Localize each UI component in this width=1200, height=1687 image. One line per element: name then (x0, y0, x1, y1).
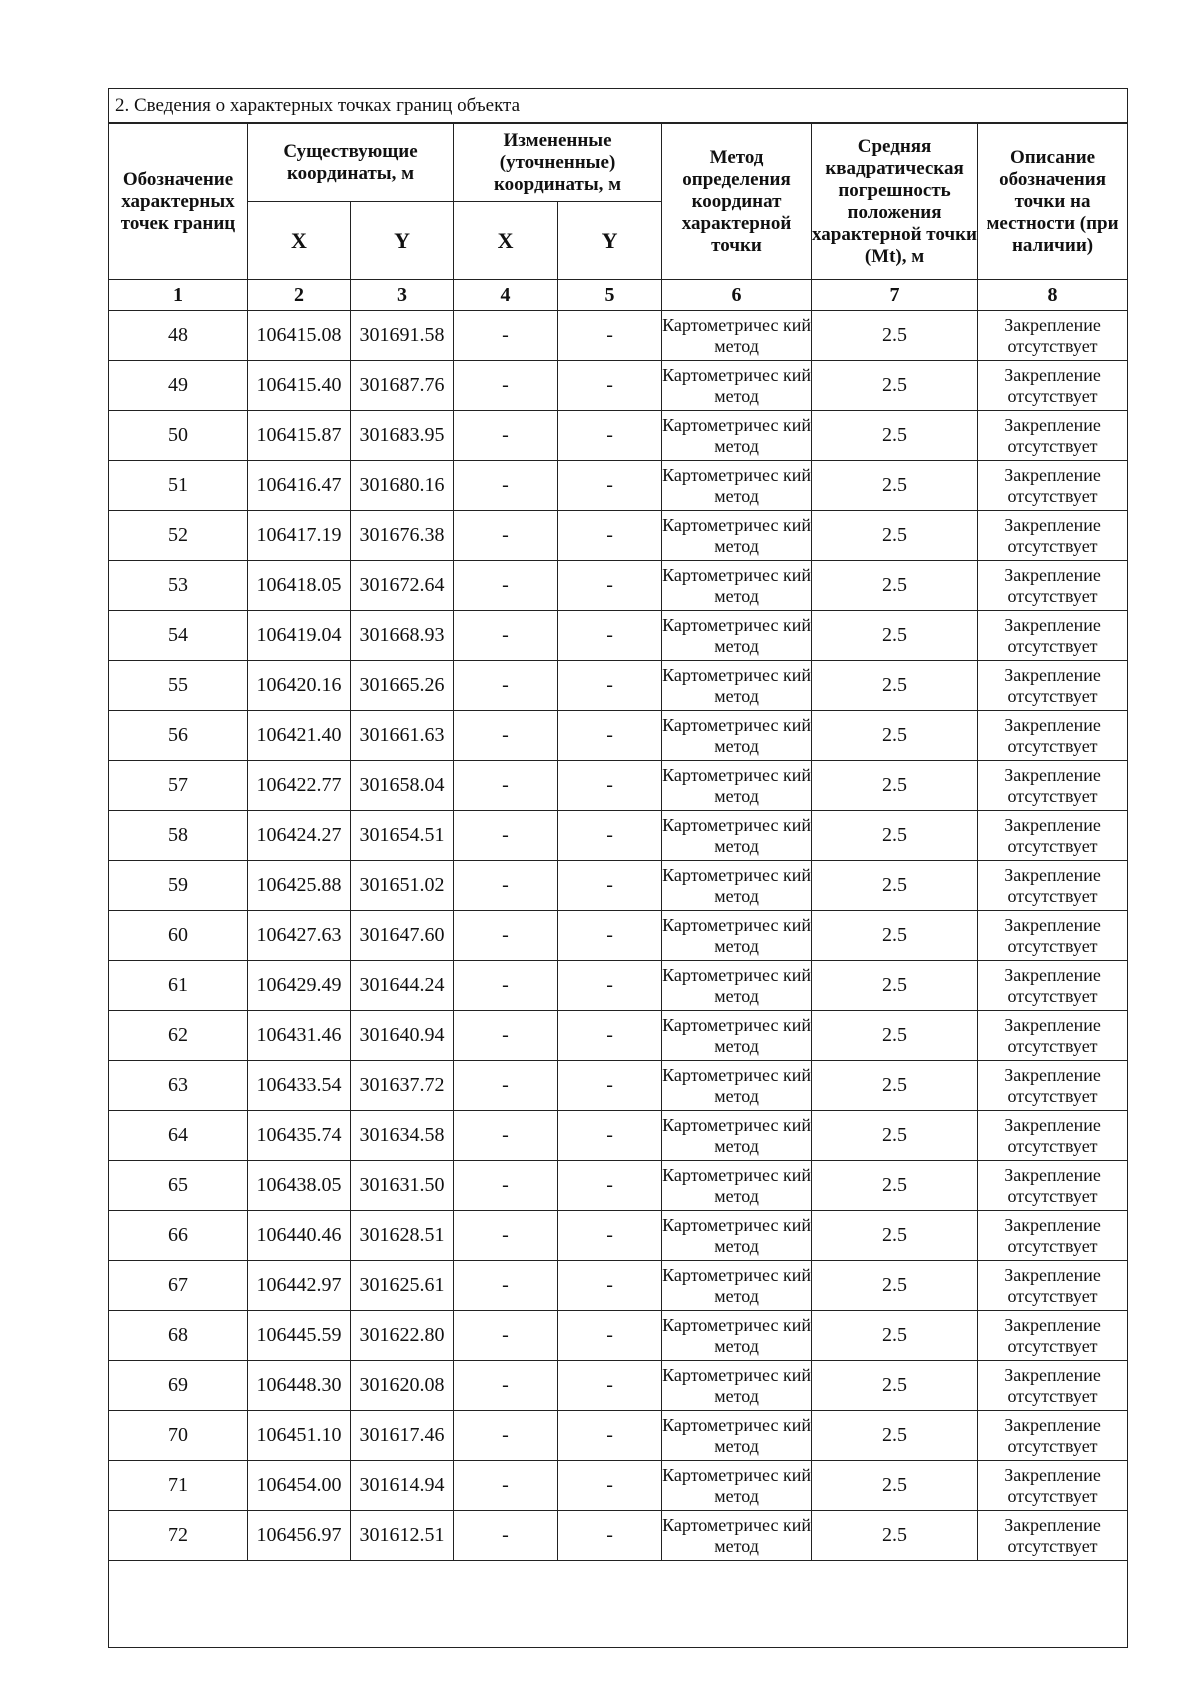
description-cell: Закрепление отсутствует (978, 561, 1128, 611)
changed-y-cell: - (558, 1211, 662, 1261)
description-cell: Закрепление отсутствует (978, 511, 1128, 561)
changed-x-cell: - (454, 1111, 558, 1161)
existing-y-cell: 301628.51 (351, 1211, 454, 1261)
table-row (109, 361, 1128, 411)
table-row (109, 1111, 1128, 1161)
error-cell: 2.5 (812, 1511, 978, 1561)
changed-y-cell: - (558, 711, 662, 761)
error-cell: 2.5 (812, 1061, 978, 1111)
method-cell: Картометричес кий метод (662, 511, 812, 561)
method-cell: Картометричес кий метод (662, 661, 812, 711)
point-id-cell: 52 (109, 511, 248, 561)
existing-y-cell: 301654.51 (351, 811, 454, 861)
point-id-cell: 49 (109, 361, 248, 411)
existing-y-cell: 301691.58 (351, 311, 454, 361)
boundary-points-table (108, 123, 1128, 1561)
description-cell: Закрепление отсутствует (978, 1361, 1128, 1411)
changed-y-cell: - (558, 1311, 662, 1361)
table-row (109, 1261, 1128, 1311)
description-cell: Закрепление отсутствует (978, 1411, 1128, 1461)
changed-y-cell: - (558, 311, 662, 361)
changed-y-cell: - (558, 1511, 662, 1561)
method-cell: Картометричес кий метод (662, 611, 812, 661)
point-id-cell: 67 (109, 1261, 248, 1311)
header-method: Метод определения координат характерной точки (662, 124, 812, 280)
description-cell: Закрепление отсутствует (978, 1011, 1128, 1061)
point-id-cell: 55 (109, 661, 248, 711)
error-cell: 2.5 (812, 661, 978, 711)
existing-x-cell: 106415.08 (248, 311, 351, 361)
method-cell: Картометричес кий метод (662, 1461, 812, 1511)
changed-x-cell: - (454, 1011, 558, 1061)
point-id-cell: 69 (109, 1361, 248, 1411)
existing-x-cell: 106417.19 (248, 511, 351, 561)
changed-x-cell: - (454, 711, 558, 761)
description-cell: Закрепление отсутствует (978, 1161, 1128, 1211)
point-id-cell: 54 (109, 611, 248, 661)
existing-y-cell: 301634.58 (351, 1111, 454, 1161)
column-number: 3 (351, 280, 454, 311)
header-existing-y: Y (351, 202, 454, 280)
point-id-cell: 61 (109, 961, 248, 1011)
description-cell: Закрепление отсутствует (978, 1511, 1128, 1561)
changed-y-cell: - (558, 961, 662, 1011)
changed-y-cell: - (558, 461, 662, 511)
table-row (109, 761, 1128, 811)
existing-x-cell: 106456.97 (248, 1511, 351, 1561)
changed-x-cell: - (454, 561, 558, 611)
error-cell: 2.5 (812, 761, 978, 811)
existing-y-cell: 301640.94 (351, 1011, 454, 1061)
method-cell: Картометричес кий метод (662, 311, 812, 361)
header-existing-coords: Существующие координаты, м (248, 124, 454, 202)
point-id-cell: 50 (109, 411, 248, 461)
table-row (109, 311, 1128, 361)
column-number: 1 (109, 280, 248, 311)
changed-x-cell: - (454, 1411, 558, 1461)
existing-x-cell: 106433.54 (248, 1061, 351, 1111)
error-cell: 2.5 (812, 1211, 978, 1261)
method-cell: Картометричес кий метод (662, 461, 812, 511)
changed-x-cell: - (454, 1261, 558, 1311)
point-id-cell: 56 (109, 711, 248, 761)
changed-x-cell: - (454, 1361, 558, 1411)
existing-x-cell: 106448.30 (248, 1361, 351, 1411)
existing-y-cell: 301617.46 (351, 1411, 454, 1461)
existing-x-cell: 106451.10 (248, 1411, 351, 1461)
section-title: 2. Сведения о характерных точках границ объекта (109, 89, 1127, 123)
description-cell: Закрепление отсутствует (978, 911, 1128, 961)
method-cell: Картометричес кий метод (662, 561, 812, 611)
changed-x-cell: - (454, 411, 558, 461)
table-row (109, 1061, 1128, 1111)
point-id-cell: 62 (109, 1011, 248, 1061)
point-id-cell: 65 (109, 1161, 248, 1211)
error-cell: 2.5 (812, 1461, 978, 1511)
error-cell: 2.5 (812, 811, 978, 861)
point-id-cell: 70 (109, 1411, 248, 1461)
header-error: Средняя квадратическая погрешность положения характерной точки (Mt), м (812, 124, 978, 280)
point-id-cell: 72 (109, 1511, 248, 1561)
changed-x-cell: - (454, 1511, 558, 1561)
changed-y-cell: - (558, 1061, 662, 1111)
changed-x-cell: - (454, 1161, 558, 1211)
existing-x-cell: 106429.49 (248, 961, 351, 1011)
existing-y-cell: 301661.63 (351, 711, 454, 761)
error-cell: 2.5 (812, 961, 978, 1011)
description-cell: Закрепление отсутствует (978, 1311, 1128, 1361)
error-cell: 2.5 (812, 861, 978, 911)
changed-y-cell: - (558, 1111, 662, 1161)
changed-x-cell: - (454, 311, 558, 361)
description-cell: Закрепление отсутствует (978, 961, 1128, 1011)
document-page (108, 88, 1128, 1648)
description-cell: Закрепление отсутствует (978, 1111, 1128, 1161)
existing-x-cell: 106454.00 (248, 1461, 351, 1511)
description-cell: Закрепление отсутствует (978, 661, 1128, 711)
existing-y-cell: 301622.80 (351, 1311, 454, 1361)
method-cell: Картометричес кий метод (662, 1361, 812, 1411)
header-changed-y: Y (558, 202, 662, 280)
description-cell: Закрепление отсутствует (978, 611, 1128, 661)
point-id-cell: 63 (109, 1061, 248, 1111)
table-row (109, 561, 1128, 611)
existing-x-cell: 106435.74 (248, 1111, 351, 1161)
changed-x-cell: - (454, 861, 558, 911)
method-cell: Картометричес кий метод (662, 811, 812, 861)
error-cell: 2.5 (812, 1411, 978, 1461)
changed-y-cell: - (558, 611, 662, 661)
existing-y-cell: 301647.60 (351, 911, 454, 961)
table-row (109, 811, 1128, 861)
table-row (109, 961, 1128, 1011)
table-row (109, 511, 1128, 561)
changed-y-cell: - (558, 1161, 662, 1211)
changed-x-cell: - (454, 761, 558, 811)
existing-y-cell: 301651.02 (351, 861, 454, 911)
error-cell: 2.5 (812, 1361, 978, 1411)
existing-x-cell: 106427.63 (248, 911, 351, 961)
existing-y-cell: 301614.94 (351, 1461, 454, 1511)
changed-y-cell: - (558, 1261, 662, 1311)
column-number: 7 (812, 280, 978, 311)
error-cell: 2.5 (812, 411, 978, 461)
existing-x-cell: 106442.97 (248, 1261, 351, 1311)
error-cell: 2.5 (812, 711, 978, 761)
table-row (109, 1361, 1128, 1411)
point-id-cell: 51 (109, 461, 248, 511)
existing-y-cell: 301631.50 (351, 1161, 454, 1211)
table-body (109, 311, 1128, 1561)
changed-x-cell: - (454, 961, 558, 1011)
existing-x-cell: 106418.05 (248, 561, 351, 611)
method-cell: Картометричес кий метод (662, 1061, 812, 1111)
method-cell: Картометричес кий метод (662, 911, 812, 961)
changed-x-cell: - (454, 1211, 558, 1261)
existing-y-cell: 301676.38 (351, 511, 454, 561)
existing-x-cell: 106445.59 (248, 1311, 351, 1361)
changed-y-cell: - (558, 511, 662, 561)
existing-y-cell: 301620.08 (351, 1361, 454, 1411)
changed-y-cell: - (558, 761, 662, 811)
description-cell: Закрепление отсутствует (978, 311, 1128, 361)
existing-y-cell: 301637.72 (351, 1061, 454, 1111)
table-row (109, 1011, 1128, 1061)
description-cell: Закрепление отсутствует (978, 711, 1128, 761)
method-cell: Картометричес кий метод (662, 1111, 812, 1161)
changed-y-cell: - (558, 1461, 662, 1511)
column-number: 6 (662, 280, 812, 311)
point-id-cell: 59 (109, 861, 248, 911)
description-cell: Закрепление отсутствует (978, 461, 1128, 511)
existing-y-cell: 301680.16 (351, 461, 454, 511)
point-id-cell: 58 (109, 811, 248, 861)
error-cell: 2.5 (812, 1011, 978, 1061)
method-cell: Картометричес кий метод (662, 1311, 812, 1361)
description-cell: Закрепление отсутствует (978, 861, 1128, 911)
existing-y-cell: 301683.95 (351, 411, 454, 461)
point-id-cell: 48 (109, 311, 248, 361)
table-row (109, 1311, 1128, 1361)
error-cell: 2.5 (812, 911, 978, 961)
error-cell: 2.5 (812, 311, 978, 361)
header-existing-x: X (248, 202, 351, 280)
description-cell: Закрепление отсутствует (978, 761, 1128, 811)
changed-x-cell: - (454, 1061, 558, 1111)
existing-x-cell: 106431.46 (248, 1011, 351, 1061)
changed-x-cell: - (454, 361, 558, 411)
point-id-cell: 66 (109, 1211, 248, 1261)
existing-x-cell: 106425.88 (248, 861, 351, 911)
error-cell: 2.5 (812, 1311, 978, 1361)
point-id-cell: 71 (109, 1461, 248, 1511)
existing-x-cell: 106440.46 (248, 1211, 351, 1261)
table-row (109, 1411, 1128, 1461)
changed-x-cell: - (454, 661, 558, 711)
table-row (109, 611, 1128, 661)
table-row (109, 1211, 1128, 1261)
existing-y-cell: 301644.24 (351, 961, 454, 1011)
error-cell: 2.5 (812, 1161, 978, 1211)
description-cell: Закрепление отсутствует (978, 1061, 1128, 1111)
existing-y-cell: 301665.26 (351, 661, 454, 711)
description-cell: Закрепление отсутствует (978, 1461, 1128, 1511)
error-cell: 2.5 (812, 511, 978, 561)
method-cell: Картометричес кий метод (662, 861, 812, 911)
column-numbers-row (109, 280, 1128, 311)
existing-x-cell: 106420.16 (248, 661, 351, 711)
column-number: 2 (248, 280, 351, 311)
changed-y-cell: - (558, 811, 662, 861)
point-id-cell: 60 (109, 911, 248, 961)
changed-x-cell: - (454, 511, 558, 561)
changed-x-cell: - (454, 461, 558, 511)
existing-y-cell: 301687.76 (351, 361, 454, 411)
existing-x-cell: 106421.40 (248, 711, 351, 761)
header-changed-coords: Измененные (уточненные) координаты, м (454, 124, 662, 202)
method-cell: Картометричес кий метод (662, 1211, 812, 1261)
existing-x-cell: 106438.05 (248, 1161, 351, 1211)
method-cell: Картометричес кий метод (662, 711, 812, 761)
changed-y-cell: - (558, 1411, 662, 1461)
method-cell: Картометричес кий метод (662, 1011, 812, 1061)
existing-y-cell: 301668.93 (351, 611, 454, 661)
changed-x-cell: - (454, 1461, 558, 1511)
changed-y-cell: - (558, 661, 662, 711)
table-row (109, 1511, 1128, 1561)
existing-y-cell: 301672.64 (351, 561, 454, 611)
existing-y-cell: 301612.51 (351, 1511, 454, 1561)
changed-y-cell: - (558, 411, 662, 461)
method-cell: Картометричес кий метод (662, 1161, 812, 1211)
error-cell: 2.5 (812, 611, 978, 661)
changed-x-cell: - (454, 811, 558, 861)
table-row (109, 861, 1128, 911)
existing-x-cell: 106422.77 (248, 761, 351, 811)
method-cell: Картометричес кий метод (662, 1511, 812, 1561)
point-id-cell: 57 (109, 761, 248, 811)
changed-y-cell: - (558, 1011, 662, 1061)
table-row (109, 911, 1128, 961)
column-number: 4 (454, 280, 558, 311)
header-changed-x: X (454, 202, 558, 280)
existing-x-cell: 106419.04 (248, 611, 351, 661)
table-row (109, 1161, 1128, 1211)
error-cell: 2.5 (812, 361, 978, 411)
table-row (109, 661, 1128, 711)
description-cell: Закрепление отсутствует (978, 411, 1128, 461)
header-description: Описание обозначения точки на местности (при наличии) (978, 124, 1128, 280)
existing-y-cell: 301658.04 (351, 761, 454, 811)
changed-x-cell: - (454, 1311, 558, 1361)
point-id-cell: 68 (109, 1311, 248, 1361)
description-cell: Закрепление отсутствует (978, 361, 1128, 411)
column-number: 8 (978, 280, 1128, 311)
method-cell: Картометричес кий метод (662, 961, 812, 1011)
table-row (109, 711, 1128, 761)
method-cell: Картометричес кий метод (662, 361, 812, 411)
method-cell: Картометричес кий метод (662, 1261, 812, 1311)
description-cell: Закрепление отсутствует (978, 1261, 1128, 1311)
method-cell: Картометричес кий метод (662, 411, 812, 461)
table-row (109, 1461, 1128, 1511)
method-cell: Картометричес кий метод (662, 761, 812, 811)
existing-x-cell: 106416.47 (248, 461, 351, 511)
existing-x-cell: 106415.87 (248, 411, 351, 461)
description-cell: Закрепление отсутствует (978, 811, 1128, 861)
error-cell: 2.5 (812, 461, 978, 511)
error-cell: 2.5 (812, 1261, 978, 1311)
changed-y-cell: - (558, 561, 662, 611)
changed-y-cell: - (558, 361, 662, 411)
error-cell: 2.5 (812, 1111, 978, 1161)
description-cell: Закрепление отсутствует (978, 1211, 1128, 1261)
existing-x-cell: 106415.40 (248, 361, 351, 411)
method-cell: Картометричес кий метод (662, 1411, 812, 1461)
table-row (109, 411, 1128, 461)
header-designation: Обозначение характерных точек границ (109, 124, 248, 280)
changed-y-cell: - (558, 1361, 662, 1411)
point-id-cell: 64 (109, 1111, 248, 1161)
changed-y-cell: - (558, 911, 662, 961)
existing-x-cell: 106424.27 (248, 811, 351, 861)
changed-x-cell: - (454, 611, 558, 661)
error-cell: 2.5 (812, 561, 978, 611)
point-id-cell: 53 (109, 561, 248, 611)
changed-y-cell: - (558, 861, 662, 911)
changed-x-cell: - (454, 911, 558, 961)
column-number: 5 (558, 280, 662, 311)
existing-y-cell: 301625.61 (351, 1261, 454, 1311)
table-row (109, 461, 1128, 511)
